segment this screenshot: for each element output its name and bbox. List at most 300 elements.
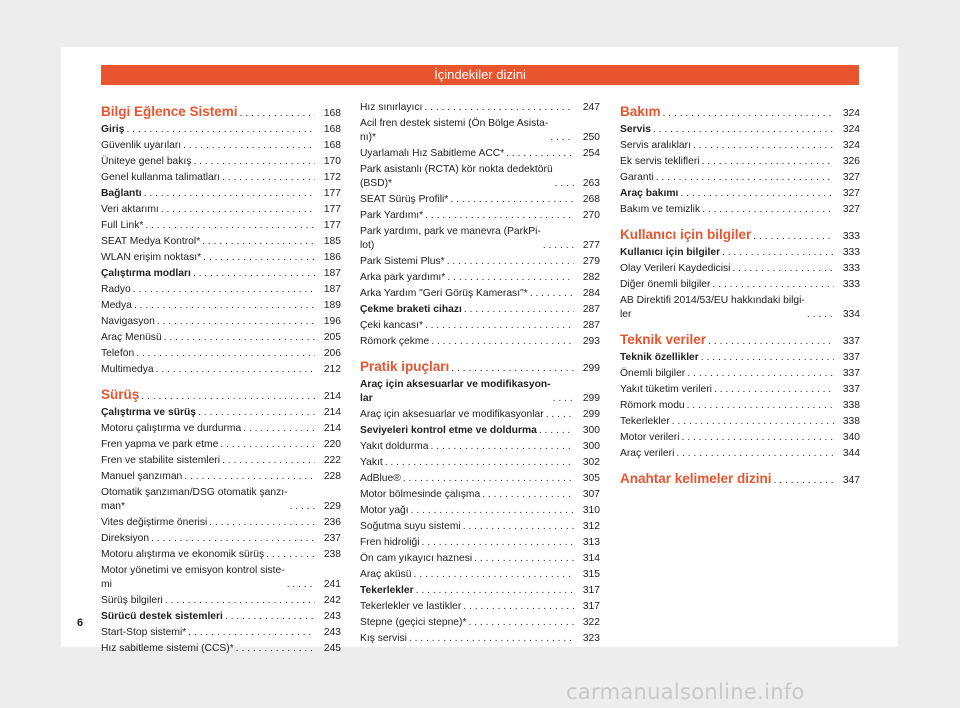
dot-leader: [209, 516, 315, 530]
toc-entry[interactable]: [360, 161, 600, 191]
toc-entry[interactable]: [360, 99, 600, 115]
toc-page-number: 228: [323, 471, 341, 482]
toc-page-number: 185: [323, 236, 341, 247]
dot-leader: [702, 203, 834, 217]
toc-entry[interactable]: [101, 514, 341, 530]
toc-entry-title: AdBlue®: [360, 473, 401, 484]
toc-page-number: 312: [582, 521, 600, 532]
toc-entry-title: Teknik veriler: [620, 332, 707, 347]
dot-leader: [126, 123, 315, 137]
toc-entry-title: Güvenlik uyarıları: [101, 140, 182, 151]
dot-leader: [165, 594, 315, 608]
toc-page-number: 170: [323, 156, 341, 167]
toc-page-number: 333: [842, 263, 860, 274]
toc-entry[interactable]: [360, 502, 600, 518]
toc-page-number: 313: [582, 537, 600, 548]
toc-entry[interactable]: [360, 223, 600, 253]
toc-entry[interactable]: [101, 361, 341, 377]
toc-entry-title: Bilgi Eğlence Sistemi: [101, 104, 238, 119]
dot-leader: [144, 187, 315, 201]
dot-leader: [266, 548, 315, 562]
toc-page-number: 324: [842, 108, 860, 119]
toc-entry[interactable]: [360, 454, 600, 470]
toc-entry-title: Araç için aksesuarlar ve modifikasyon- lar: [360, 379, 551, 404]
toc-entry-title: Fren ve stabilite sistemleri: [101, 455, 221, 466]
toc-entry[interactable]: [101, 436, 341, 452]
dot-leader: [403, 472, 574, 486]
toc-page-number: 324: [842, 140, 860, 151]
toc-page-number: 307: [582, 489, 600, 500]
toc-page-number: 247: [582, 102, 600, 113]
toc-entry-title: Motoru çalıştırma ve durdurma: [101, 423, 242, 434]
toc-entry[interactable]: [620, 137, 860, 153]
dot-leader: [546, 408, 574, 422]
toc-entry-title: Kış servisi: [360, 633, 407, 644]
toc-entry-title: Servis: [620, 124, 651, 135]
toc-entry-title: Yakıt doldurma: [360, 441, 429, 452]
dot-leader: [141, 390, 315, 404]
toc-entry[interactable]: [360, 518, 600, 534]
toc-page-number: 314: [582, 553, 600, 564]
toc-page-number: 277: [582, 240, 600, 251]
toc-entry-title: Motor verileri: [620, 432, 680, 443]
toc-entry[interactable]: [360, 191, 600, 207]
toc-entry-title: Kullanıcı için bilgiler: [620, 247, 721, 258]
toc-entry[interactable]: [101, 121, 341, 137]
toc-entry-title: Kullanıcı için bilgiler: [620, 227, 752, 242]
dot-leader: [687, 367, 834, 381]
dot-leader: [539, 424, 574, 438]
dot-leader: [198, 406, 315, 420]
toc-page-number: 337: [842, 368, 860, 379]
toc-page-number: 334: [842, 309, 860, 320]
dot-leader: [287, 578, 315, 592]
toc-entry[interactable]: [360, 566, 600, 582]
toc-entry[interactable]: [101, 137, 341, 153]
toc-entry-title: Tekerlekler: [360, 585, 414, 596]
dot-leader: [145, 219, 315, 233]
toc-entry[interactable]: [620, 276, 860, 292]
toc-entry[interactable]: [360, 630, 600, 646]
toc-entry[interactable]: [620, 153, 860, 169]
toc-page-number: 338: [842, 400, 860, 411]
toc-entry[interactable]: [101, 420, 341, 436]
toc-entry-title: Olay Verileri Kaydedicisi: [620, 263, 731, 274]
toc-section-heading[interactable]: [620, 99, 860, 121]
dot-leader: [156, 363, 315, 377]
dot-leader: [222, 454, 315, 468]
toc-page-number: 250: [582, 132, 600, 143]
toc-entry-title: Park Sistemi Plus*: [360, 256, 445, 267]
dot-leader: [193, 155, 315, 169]
dot-leader: [157, 315, 315, 329]
toc-section-heading[interactable]: [620, 466, 860, 488]
toc-entry[interactable]: [101, 265, 341, 281]
toc-entry-title: SEAT Medya Kontrol*: [101, 236, 201, 247]
toc-entry[interactable]: [101, 185, 341, 201]
toc-entry[interactable]: [101, 624, 341, 640]
toc-entry[interactable]: [101, 404, 341, 420]
toc-page-number: 305: [582, 473, 600, 484]
toc-entry[interactable]: [360, 406, 600, 422]
toc-entry-title: Çeki kancası*: [360, 320, 423, 331]
toc-page-number: 168: [323, 140, 341, 151]
dot-leader: [807, 308, 834, 322]
toc-page-number: 254: [582, 148, 600, 159]
toc-entry[interactable]: [620, 201, 860, 217]
dot-leader: [693, 139, 834, 153]
dot-leader: [422, 536, 574, 550]
toc-page-number: 302: [582, 457, 600, 468]
toc-entry-title: Genel kullanma talimatları: [101, 172, 221, 183]
toc-page-number: 212: [323, 364, 341, 375]
toc-entry[interactable]: [101, 201, 341, 217]
toc-entry[interactable]: [101, 329, 341, 345]
dot-leader: [225, 610, 315, 624]
toc-entry[interactable]: [360, 614, 600, 630]
dot-leader: [236, 642, 315, 656]
dot-leader: [414, 568, 574, 582]
toc-page-number: 322: [582, 617, 600, 628]
dot-leader: [672, 415, 834, 429]
toc-page-number: 323: [582, 633, 600, 644]
toc-entry[interactable]: [360, 550, 600, 566]
dot-leader: [447, 255, 574, 269]
toc-entry-title: Ek servis teklifleri: [620, 156, 700, 167]
toc-entry-title: Arka Yardım "Geri Görüş Kamerası"*: [360, 288, 528, 299]
toc-page-number: 300: [582, 441, 600, 452]
toc-entry[interactable]: [620, 260, 860, 276]
toc-entry-title: Manuel şanzıman: [101, 471, 183, 482]
toc-entry[interactable]: [101, 217, 341, 233]
toc-entry[interactable]: [101, 169, 341, 185]
toc-entry-title: Vites değiştirme önerisi: [101, 517, 208, 528]
toc-entry[interactable]: [620, 292, 860, 322]
toc-entry[interactable]: [101, 592, 341, 608]
toc-entry-title: Fren yapma ve park etme: [101, 439, 219, 450]
toc-entry[interactable]: [620, 121, 860, 137]
toc-page-number: 337: [842, 352, 860, 363]
toc-page-number: 338: [842, 416, 860, 427]
toc-entry-title: Stepne (geçici stepne)*: [360, 617, 467, 628]
toc-page-number: 344: [842, 448, 860, 459]
dot-leader: [385, 456, 574, 470]
toc-entry-title: Araç aküsü: [360, 569, 412, 580]
toc-entry[interactable]: [101, 452, 341, 468]
toc-page-number: 238: [323, 549, 341, 560]
toc-entry-title: Tekerlekler ve lastikler: [360, 601, 462, 612]
toc-page-number: 324: [842, 124, 860, 135]
toc-column-3: [620, 99, 860, 488]
dot-leader: [714, 383, 834, 397]
toc-entry-title: Hız sınırlayıcı: [360, 102, 423, 113]
toc-entry[interactable]: [360, 422, 600, 438]
toc-entry-title: Çekme braketi cihazı: [360, 304, 462, 315]
toc-entry-title: Multimedya: [101, 364, 154, 375]
toc-entry[interactable]: [360, 145, 600, 161]
dot-leader: [220, 438, 315, 452]
toc-entry-title: Çalıştırma modları: [101, 268, 191, 279]
toc-page-number: 282: [582, 272, 600, 283]
toc-page-number: 337: [842, 336, 860, 347]
toc-page-number: 177: [323, 204, 341, 215]
toc-entry[interactable]: [620, 445, 860, 461]
toc-page-number: 220: [323, 439, 341, 450]
toc-page-number: 243: [323, 627, 341, 638]
dot-leader: [164, 331, 315, 345]
dot-leader: [676, 447, 834, 461]
dot-leader: [732, 262, 834, 276]
dot-leader: [161, 203, 315, 217]
dot-leader: [451, 362, 574, 376]
dot-leader: [416, 584, 574, 598]
toc-page-number: 263: [582, 178, 600, 189]
toc-page-number: 310: [582, 505, 600, 516]
toc-entry[interactable]: [360, 317, 600, 333]
toc-entry-title: Ön cam yıkayıcı haznesi: [360, 553, 473, 564]
dot-leader: [463, 600, 574, 614]
page-header: İçindekiler dizini: [101, 65, 859, 85]
toc-page-number: 287: [582, 320, 600, 331]
toc-entry-title: Soğutma suyu sistemi: [360, 521, 461, 532]
dot-leader: [134, 299, 315, 313]
toc-page-number: 268: [582, 194, 600, 205]
toc-entry-title: Sürüş: [101, 387, 140, 402]
dot-leader: [425, 319, 574, 333]
toc-entry-title: Çalıştırma ve sürüş: [101, 407, 197, 418]
toc-entry[interactable]: [101, 233, 341, 249]
toc-page-number: 317: [582, 585, 600, 596]
toc-page-number: 333: [842, 279, 860, 290]
toc-page-number: 287: [582, 304, 600, 315]
toc-page-number: 236: [323, 517, 341, 528]
toc-entry[interactable]: [101, 562, 341, 592]
toc-entry[interactable]: [360, 582, 600, 598]
toc-entry-title: Otomatik şanzıman/DSG otomatik şanzı- man*: [101, 487, 288, 512]
toc-entry[interactable]: [360, 470, 600, 486]
toc-page-number: 317: [582, 601, 600, 612]
toc-entry-title: Tekerlekler: [620, 416, 670, 427]
toc-entry-title: Bağlantı: [101, 188, 142, 199]
dot-leader: [183, 139, 315, 153]
dot-leader: [663, 107, 834, 121]
toc-page-number: 300: [582, 425, 600, 436]
toc-page-number: 177: [323, 188, 341, 199]
toc-page-number: 206: [323, 348, 341, 359]
toc-entry-title: Sürücü destek sistemleri: [101, 611, 223, 622]
toc-entry-title: Araç için aksesuarlar ve modifikasyonlar: [360, 409, 544, 420]
toc-entry-title: Park asistanlı (RCTA) kör nokta dedektörü (BSD)*: [360, 164, 553, 189]
dot-leader: [151, 532, 315, 546]
toc-entry-title: WLAN erişim noktası*: [101, 252, 202, 263]
toc-entry[interactable]: [360, 301, 600, 317]
toc-entry[interactable]: [360, 253, 600, 269]
toc-entry[interactable]: [360, 115, 600, 145]
toc-page-number: 187: [323, 268, 341, 279]
toc-entry[interactable]: [360, 376, 600, 406]
toc-page-number: 205: [323, 332, 341, 343]
dot-leader: [431, 335, 574, 349]
toc-page-number: 333: [842, 231, 860, 242]
dot-leader: [468, 616, 574, 630]
dot-leader: [222, 171, 315, 185]
toc-entry[interactable]: [360, 285, 600, 301]
toc-entry[interactable]: [101, 608, 341, 624]
dot-leader: [425, 209, 574, 223]
toc-entry[interactable]: [101, 484, 341, 514]
toc-entry[interactable]: [620, 185, 860, 201]
toc-page-number: 293: [582, 336, 600, 347]
page-number: 6: [77, 617, 84, 629]
toc-entry-title: Römork modu: [620, 400, 685, 411]
toc-page-number: 222: [323, 455, 341, 466]
toc-entry[interactable]: [101, 313, 341, 329]
toc-entry-title: Arka park yardımı*: [360, 272, 446, 283]
toc-entry-title: Uyarlamalı Hız Sabitleme ACC*: [360, 148, 505, 159]
toc-entry[interactable]: [101, 640, 341, 656]
toc-section-heading[interactable]: [620, 327, 860, 349]
dot-leader: [243, 422, 315, 436]
toc-entry[interactable]: [360, 333, 600, 349]
dot-leader: [687, 399, 834, 413]
toc-section-heading[interactable]: [101, 382, 341, 404]
toc-section-heading[interactable]: [360, 354, 600, 376]
toc-page-number: 284: [582, 288, 600, 299]
toc-entry-title: Römork çekme: [360, 336, 430, 347]
dot-leader: [555, 177, 574, 191]
toc-entry[interactable]: [360, 598, 600, 614]
toc-page-number: 327: [842, 204, 860, 215]
toc-section-heading[interactable]: [620, 222, 860, 244]
toc-entry[interactable]: [101, 153, 341, 169]
toc-page-number: 315: [582, 569, 600, 580]
toc-page-number: 243: [323, 611, 341, 622]
toc-entry[interactable]: [101, 530, 341, 546]
toc-entry[interactable]: [620, 349, 860, 365]
toc-page-number: 168: [323, 124, 341, 135]
toc-entry[interactable]: [620, 169, 860, 185]
toc-entry-title: Full Link*: [101, 220, 144, 231]
toc-entry-title: Araç Menüsü: [101, 332, 162, 343]
toc-entry-title: Start-Stop sistemi*: [101, 627, 187, 638]
dot-leader: [753, 230, 834, 244]
toc-entry[interactable]: [620, 397, 860, 413]
toc-section-heading[interactable]: [101, 99, 341, 121]
toc-page-number: 279: [582, 256, 600, 267]
toc-page-number: 229: [323, 501, 341, 512]
toc-entry-title: Servis aralıkları: [620, 140, 691, 151]
toc-entry[interactable]: [101, 546, 341, 562]
toc-entry[interactable]: [360, 486, 600, 502]
toc-entry-title: AB Direktifi 2014/53/EU hakkındaki bilgi- ler: [620, 295, 805, 320]
toc-entry[interactable]: [101, 297, 341, 313]
toc-page-number: 270: [582, 210, 600, 221]
dot-leader: [702, 155, 834, 169]
dot-leader: [543, 239, 574, 253]
toc-entry[interactable]: [360, 534, 600, 550]
toc-entry-title: Hız sabitleme sistemi (CCS)*: [101, 643, 234, 654]
dot-leader: [506, 147, 574, 161]
dot-leader: [431, 440, 575, 454]
toc-entry[interactable]: [101, 345, 341, 361]
toc-entry-title: Yakıt tüketim verileri: [620, 384, 712, 395]
toc-entry-title: Veri aktarımı: [101, 204, 159, 215]
toc-entry-title: Motor bölmesinde çalışma: [360, 489, 481, 500]
toc-entry-title: Bakım ve temizlik: [620, 204, 701, 215]
toc-entry-title: Bakım: [620, 104, 661, 119]
toc-entry-title: Diğer önemli bilgiler: [620, 279, 711, 290]
toc-entry[interactable]: [620, 381, 860, 397]
toc-page-number: 299: [582, 393, 600, 404]
dot-leader: [474, 552, 574, 566]
toc-entry-title: Anahtar kelimeler dizini: [620, 471, 772, 486]
toc-entry-title: Araç verileri: [620, 448, 675, 459]
toc-entry[interactable]: [360, 269, 600, 285]
toc-entry-title: Motor yönetimi ve emisyon kontrol siste- mi: [101, 565, 285, 590]
dot-leader: [203, 251, 315, 265]
toc-page-number: 177: [323, 220, 341, 231]
toc-entry-title: Telefon: [101, 348, 135, 359]
dot-leader: [193, 267, 315, 281]
toc-entry[interactable]: [101, 281, 341, 297]
toc-page-number: 299: [582, 409, 600, 420]
toc-entry-title: Navigasyon: [101, 316, 155, 327]
toc-entry[interactable]: [620, 429, 860, 445]
toc-entry-title: Acil fren destek sistemi (Ön Bölge Asista- nı)*: [360, 118, 549, 143]
toc-entry[interactable]: [101, 468, 341, 484]
dot-leader: [722, 246, 834, 260]
toc-entry[interactable]: [620, 244, 860, 260]
dot-leader: [411, 504, 574, 518]
dot-leader: [133, 283, 315, 297]
toc-page-number: 327: [842, 188, 860, 199]
toc-entry-title: Medya: [101, 300, 132, 311]
toc-page-number: 333: [842, 247, 860, 258]
toc-entry-title: Radyo: [101, 284, 131, 295]
toc-page-number: 340: [842, 432, 860, 443]
toc-entry-title: Motor yağı: [360, 505, 409, 516]
toc-page-number: 337: [842, 384, 860, 395]
dot-leader: [712, 278, 834, 292]
toc-page-number: 214: [323, 391, 341, 402]
toc-entry-title: Giriş: [101, 124, 125, 135]
dot-leader: [464, 303, 574, 317]
toc-entry-title: Teknik özellikler: [620, 352, 699, 363]
toc-entry-title: Pratik ipuçları: [360, 359, 450, 374]
toc-page-number: 241: [323, 579, 341, 590]
dot-leader: [550, 131, 574, 145]
toc-entry[interactable]: [620, 413, 860, 429]
dot-leader: [656, 171, 834, 185]
dot-leader: [447, 271, 574, 285]
dot-leader: [482, 488, 574, 502]
dot-leader: [680, 187, 834, 201]
toc-page-number: 299: [582, 363, 600, 374]
dot-leader: [708, 335, 834, 349]
toc-entry[interactable]: [620, 365, 860, 381]
dot-leader: [530, 287, 574, 301]
toc-entry[interactable]: [360, 438, 600, 454]
toc-entry[interactable]: [101, 249, 341, 265]
dot-leader: [682, 431, 834, 445]
toc-entry[interactable]: [360, 207, 600, 223]
dot-leader: [188, 626, 315, 640]
toc-column-2: [360, 99, 600, 646]
dot-leader: [450, 193, 574, 207]
dot-leader: [136, 347, 315, 361]
toc-page-number: 327: [842, 172, 860, 183]
watermark: carmanualsonline.info: [566, 680, 805, 704]
